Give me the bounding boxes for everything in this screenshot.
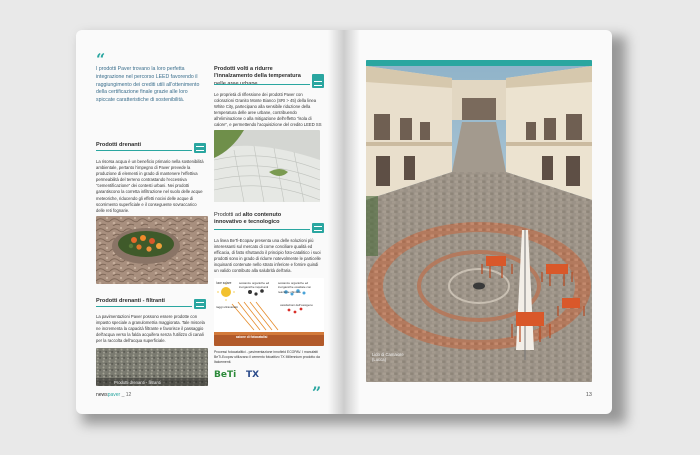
right-page xyxy=(344,30,612,414)
diagram-label-sun: luce solare xyxy=(216,281,232,285)
section-body-drenanti: La risorsa acqua è un beneficio primario nella sostenibilità ambientale, pertanto l'impegno di Paver prevede la produzione di elementi in grado di mantenere l'effettiva permeabilità del terreno contrastando l'eccessiva "cementificazione" dei contesti urbani. Nei prodotti garantiscono la corretta infiltrazione nel suolo delle acque meteoriche, riducendo gli effetti nocivi delle acque di scorrimento superficiale e il conseguente sovraccarico delle reti fognarie. xyxy=(96,159,204,213)
diagram-label-oxidized: sostanze organiche ed inorganiche ossidate con reazione chimica xyxy=(278,281,312,294)
diagram-label-uv: raggi ultravioletti xyxy=(216,305,238,309)
photo-caption-location: Lido di Camaiore xyxy=(372,352,404,357)
section-title-filtranti: Prodotti drenanti - filtranti xyxy=(96,298,165,304)
diagram-label-pollutants: sostanze organiche ed inorganiche inquinanti xyxy=(239,281,270,290)
section-divider xyxy=(214,84,310,85)
filter-icon xyxy=(194,299,206,309)
section-title-drenanti: Prodotti drenanti xyxy=(96,142,142,148)
section-divider xyxy=(96,150,192,151)
drainage-photo-caption: Prodotti drenanti - filtranti xyxy=(114,380,161,385)
innovation-icon xyxy=(312,223,324,233)
diagram-label-oxygen: ossidazioni dell'ossigeno xyxy=(280,303,313,307)
section-title-temperatura: Prodotti volti a ridurre l'innalzamento della temperatura xyxy=(214,66,301,80)
photo-caption xyxy=(372,352,404,363)
section-divider xyxy=(96,306,192,307)
close-quote-icon: ” xyxy=(312,383,322,402)
drain-icon xyxy=(194,143,206,153)
tx-logo: TX xyxy=(246,370,260,380)
paving-flowerbed-photo xyxy=(96,216,208,284)
page-number: 13 xyxy=(585,392,592,398)
section-body-innovativo: La linea BeTi-Ecopav presenta una delle soluzioni più interessanti sul mercato di come conciliare qualità ed efficacia, di fatto sfruttando il principio foto-catalitico i suoi prodotti sono in grado di ridurre notevolmente le particelle inquinanti contenute nello strato inferiore e fornire quindi un valido contributo alla salubrità dell'aria. xyxy=(214,238,321,274)
intro-text: I prodotti Paver trovano la loro perfetta integrazione nel percorso LEED favorendo il raggiungimento dei crediti utili all'ottenimento della certificazione finale grazie alle loro spiccate caratteristiche di sostenibilità. xyxy=(96,66,200,104)
section-body-temperatura: Le proprietà di riflessione dei prodotti Paver con colorazioni Granito Monte Bianco (SRI > 45) della linea White City, partecipano alla sensibile riduzione della temperatura delle aree urbane, contribuendo all'eliminazione o alla mitigazione dell'effetto "isola di calore", e permettendo l'acquisizione del credito LEED SS xyxy=(214,92,322,128)
section-title-innovativo: Prodotti ad alto contenuto innovativo e tecnologico xyxy=(214,212,282,226)
diagram-label-surface: azione di fotocatalisi xyxy=(236,335,268,339)
open-quote-icon: “ xyxy=(96,50,106,69)
photo-caption-province: (Lucca) xyxy=(372,357,386,363)
left-page xyxy=(76,30,344,414)
page-gutter xyxy=(328,30,360,414)
piazza-photo xyxy=(366,60,592,382)
temperature-icon xyxy=(312,74,324,88)
diagram-caption: Processi fotocatalitici - pavimentazione innofield ECOPAV. I manufatti BeTi-Ecopav utilizzano il cemento fotoattivo TX Millennium prodotto da Italcementi. xyxy=(214,350,320,364)
white-paving-photo xyxy=(214,130,320,202)
beti-logo: BeTi xyxy=(214,370,237,380)
section-body-filtranti: La pavimentazioni Paver possono essere prodotte con impasto speciale a granulometria maggiorata. Tale miscela ne incrementa la capacità filtrante e favorisce il passaggio dell'acqua verso la falda acquifera senza l'utilizzo di canali per la raccolta dell'acqua superficiale. xyxy=(96,314,205,344)
left-footer: newspaver _ 12 xyxy=(96,392,132,398)
section-divider xyxy=(214,229,310,230)
